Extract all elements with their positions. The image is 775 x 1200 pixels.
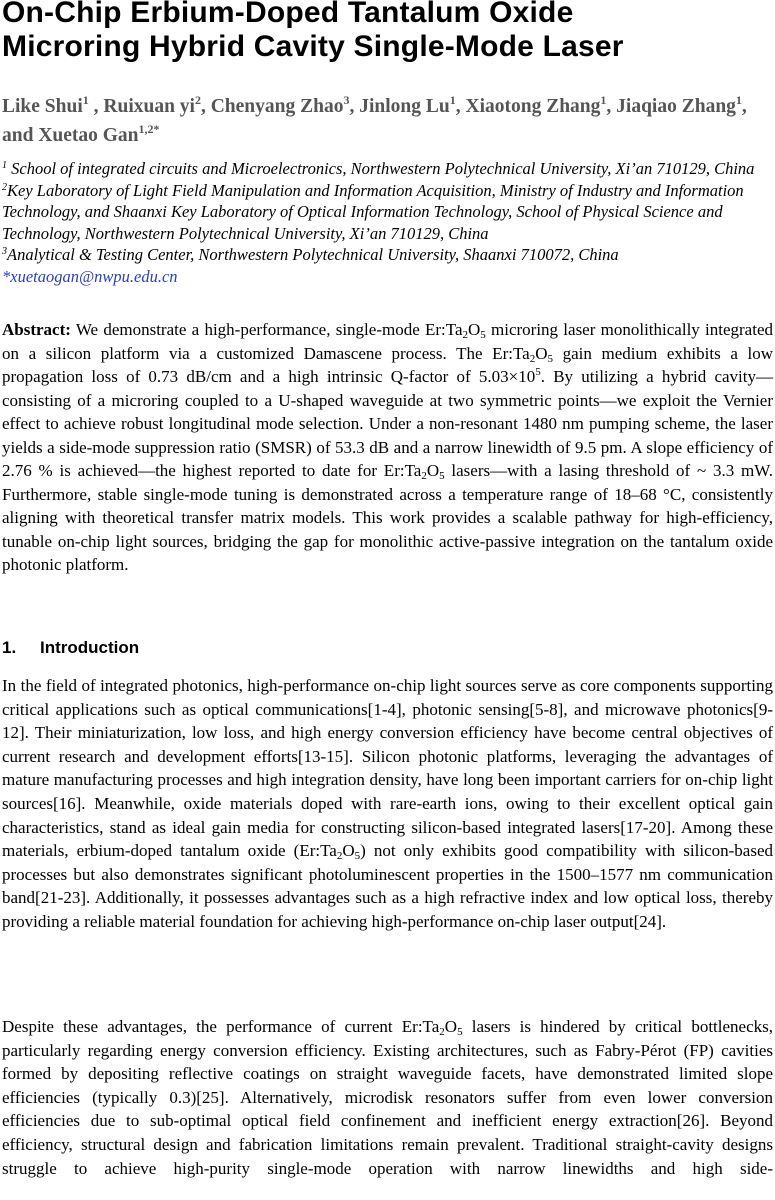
paragraph-text: In the field of integrated photonics, high-performance on-chip light sources serve as core components supporting critical applications such as optical communications[1-4], photonic sensing[5-8], and microwave photonics[9-12]. Their miniaturization, low loss, and high energy conversion efficiency have become central objectives of current research and development efforts[13-15]. Silicon photonic platforms, leveraging the advantages of mature manufacturing processes and high integration density, have long been important carriers for on-chip light sources[16]. Meanwhile, oxide materials doped with rare-earth ions, owing to their excellent optical gain characteristics, stand as ideal gain media for constructing silicon-based integrated lasers[17-20]. Among these materials, erbium-doped tantalum oxide (Er:Ta — [2, 676, 773, 861]
paragraph-text: Despite these advantages, the performance of current Er:Ta — [2, 1017, 440, 1036]
paragraph-text: O — [342, 841, 355, 861]
author: Like Shui — [2, 96, 83, 117]
affiliation-2 — [2, 180, 772, 245]
affiliation-mark: 2 — [2, 181, 7, 193]
author-list — [2, 92, 774, 150]
superscript: 5 — [535, 366, 541, 378]
paper-title — [0, 0, 775, 64]
email-link[interactable]: *xuetaogan@nwpu.edu.cn — [2, 266, 178, 286]
affiliation-text: Key Laboratory of Light Field Manipulation and Information Acquisition, Ministry of Industry and Information Technology, and Shaanxi Key Laboratory of Optical Information Technology, School of Physical Science and Technology, Northwestern Polytechnical University, Xi’an 710129, China — [2, 180, 744, 243]
subscript: 5 — [354, 850, 361, 863]
affiliation-1 — [2, 158, 772, 180]
section-title: Introduction — [40, 638, 140, 657]
abstract-text: We demonstrate a high-performance, single-mode Er:Ta — [70, 320, 463, 339]
affiliation-text: Analytical & Testing Center, Northwestern Polytechnical University, Shaanxi 710072, China — [7, 245, 619, 264]
author: , Chenyang Zhao — [200, 96, 344, 117]
abstract-text: gain medium exhibits a low propagation loss of 0.73 dB/cm and a high intrinsic Q-factor of 5.03×10 — [2, 343, 774, 386]
affiliations — [2, 158, 772, 287]
subscript: 2 — [336, 850, 343, 863]
section-heading-introduction — [2, 637, 139, 659]
abstract-text: O — [426, 461, 440, 480]
affiliation-3 — [2, 244, 772, 266]
author-affiliation-mark: 2 — [194, 93, 201, 107]
affiliation-mark: 3 — [2, 246, 7, 257]
abstract-text: . By utilizing a hybrid cavity—consisting of a microring coupled to a U-shaped waveguide at two symmetric points—we exploit the Vernier effect to achieve robust longitudinal mode selection. Under a non-resonant 1480 nm pumping scheme, the laser yields a side-mode suppression ratio (SMSR) of 53.3 dB and a narrow linewidth of 9.5 pm. A slope efficiency of 2.76 % is achieved—the highest reported to date for Er:Ta — [2, 367, 774, 480]
section-number: 1. — [2, 638, 17, 657]
paragraph-text: ) not only exhibits good compatibility with silicon-based processes but also demonstrates significant photoluminescent properties in the 1500–1577 nm communication band[21-23]. Additionally, it possesses advantages such as a high refractive index and low optical loss, thereby providing a reliable material foundation for achieving high-performance on-chip laser output[24]. — [2, 841, 774, 931]
abstract-text: microring laser monolithically integrated on a silicon platform via a customized Damascene process. The Er:Ta — [2, 320, 773, 363]
author-affiliation-mark: 1,2* — [138, 122, 160, 136]
abstract — [2, 318, 773, 577]
subscript: 2 — [462, 329, 468, 341]
author: , Xiaotong Zhang — [455, 96, 601, 117]
title-line-1: On-Chip Erbium-Doped Tantalum Oxide — [2, 0, 574, 29]
author-affiliation-mark: 3 — [343, 93, 350, 107]
abstract-label: Abstract: — [2, 320, 71, 339]
intro-paragraph-2 — [2, 1015, 773, 1180]
paragraph-text: lasers is hindered by critical bottlenecks, particularly regarding energy conversion efficiency. Existing architectures, such as Fabry-Pérot (FP) cavities formed by depositing reflective coatings on straight waveguide facets, have demonstrated limited slope efficiencies (typically 0.3)[25]. Alternatively, microdisk resonators suffer from even lower conversion efficiencies due to sub-optimal optical field confinement and inefficient energy extraction[26]. Beyond efficiency, structural design and fabrication limitations remain prevalent. Traditional straight-cavity designs struggle to achieve high-purity single-mode operation with narrow linewidths and high side- — [2, 1017, 773, 1178]
abstract-text: lasers—with a lasing threshold of ~ 3.3 mW. Furthermore, stable single-mode tuning is demonstrated across a temperature range of 18–68 °C, consistently aligning with theoretical transfer matrix models. This work provides a scalable pathway for high-efficiency, tunable on-chip light sources, bridging the gap for monolithic active-passive integration on the tantalum oxide photonic platform. — [2, 461, 773, 574]
subscript: 5 — [480, 329, 486, 341]
author-affiliation-mark: 1 — [735, 93, 742, 107]
author-affiliation-mark: 1 — [449, 93, 456, 107]
affiliation-mark: 1 — [2, 160, 7, 171]
paragraph-text: O — [444, 1017, 458, 1036]
subscript: 2 — [529, 352, 536, 365]
title-line-2: Microring Hybrid Cavity Single-Mode Laser — [2, 30, 624, 63]
subscript: 5 — [457, 1026, 463, 1038]
author: , Ruixuan yi — [88, 96, 195, 117]
abstract-text: O — [468, 320, 481, 339]
abstract-text: O — [535, 343, 548, 363]
subscript: 5 — [547, 352, 553, 365]
subscript: 2 — [421, 470, 427, 482]
corresponding-email[interactable] — [2, 266, 772, 288]
author-affiliation-mark: 1 — [600, 93, 607, 107]
author: , and Xuetao Gan — [2, 96, 747, 146]
author-affiliation-mark: 1 — [82, 93, 89, 107]
subscript: 2 — [439, 1026, 445, 1038]
intro-paragraph-1 — [2, 674, 773, 934]
affiliation-text: School of integrated circuits and Microelectronics, Northwestern Polytechnical University, Xi’an 710129, China — [7, 159, 755, 178]
author: , Jiaqiao Zhang — [606, 96, 736, 117]
author: , Jinlong Lu — [349, 96, 450, 117]
subscript: 5 — [439, 470, 445, 482]
